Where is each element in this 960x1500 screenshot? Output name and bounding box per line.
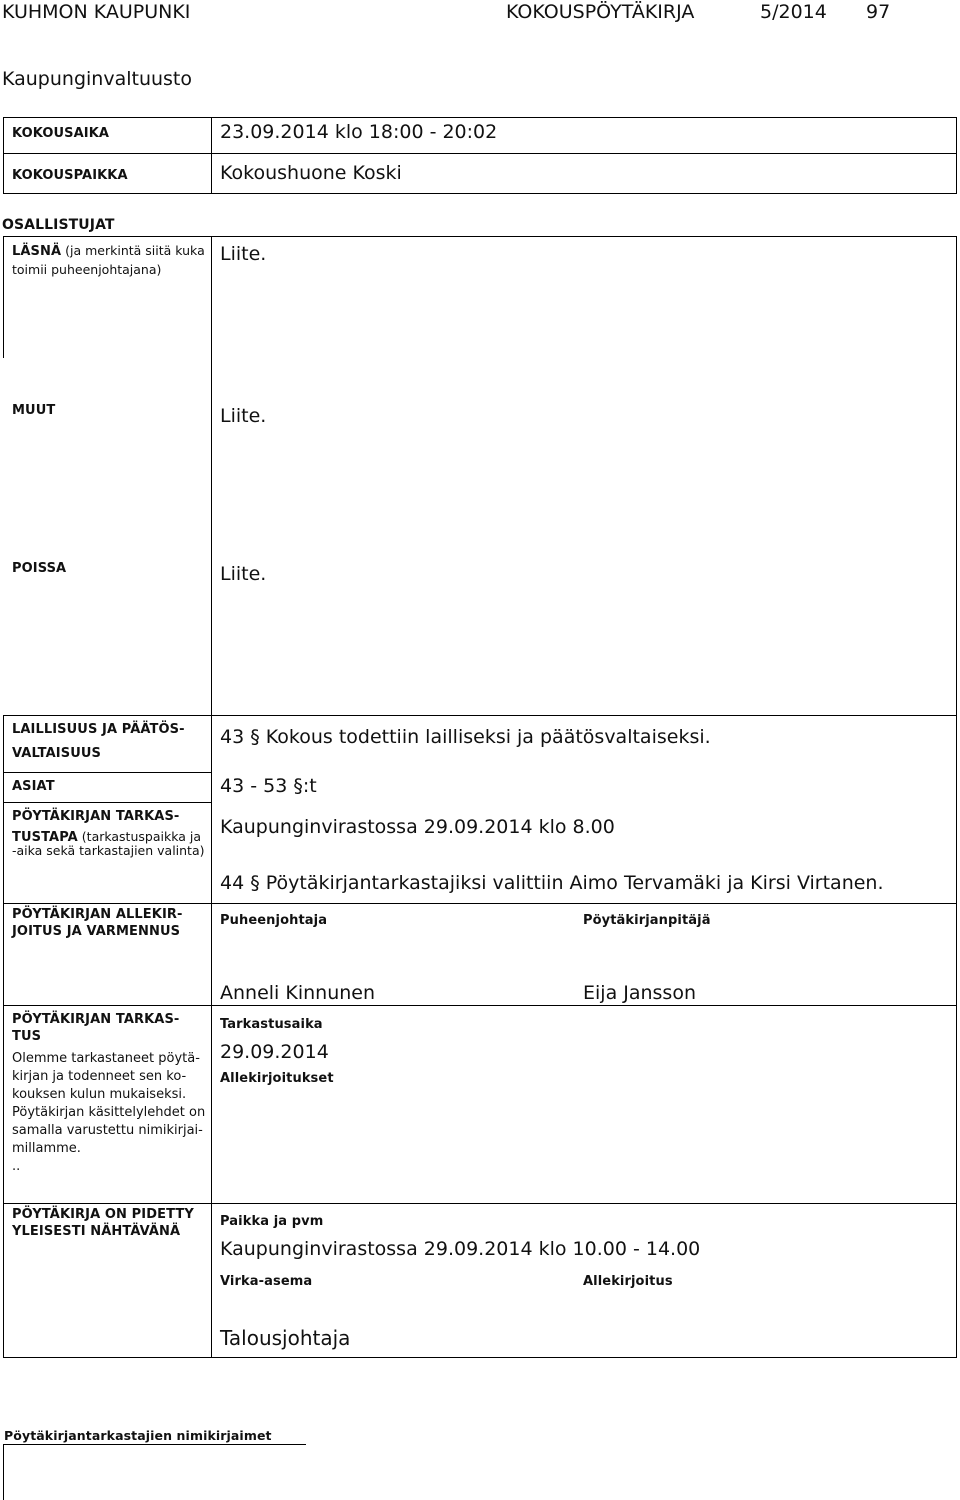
secretary-label: Pöytäkirjanpitäjä — [583, 913, 711, 928]
present-note-2: toimii puheenjohtajana) — [12, 262, 162, 277]
review-method-value-2: 44 § Pöytäkirjantarkastajiksi valittiin Aimo Tervamäki ja Kirsi Virtanen. — [220, 872, 884, 894]
review-text-line: millamme. — [12, 1141, 81, 1156]
initials-box-edge — [3, 1444, 4, 1500]
present-label-group — [12, 240, 205, 259]
items-value: 43 - 53 §:t — [220, 775, 317, 797]
review-text-line: kouksen kulun mukaiseksi. — [12, 1087, 187, 1102]
secretary-name: Eija Jansson — [583, 982, 696, 1004]
review-text-line: Pöytäkirjan käsittelylehdet on — [12, 1105, 206, 1120]
divider — [3, 153, 957, 154]
page-number: 97 — [866, 1, 891, 23]
review-text — [12, 1050, 208, 1176]
body-name: Kaupunginvaltuusto — [2, 68, 193, 90]
review-method-label-3: -aika sekä tarkastajien valinta) — [12, 843, 205, 858]
legality-value: 43 § Kokous todettiin lailliseksi ja päätösvaltaiseksi. — [220, 726, 711, 748]
signing-label-2: JOITUS JA VARMENNUS — [12, 924, 181, 939]
review-method-label-1: PÖYTÄKIRJAN TARKAS- — [12, 809, 180, 824]
divider — [3, 1357, 957, 1358]
divider — [3, 1203, 957, 1204]
divider — [3, 193, 957, 194]
meeting-place-value: Kokoushuone Koski — [220, 162, 402, 184]
review-signatures-label: Allekirjoitukset — [220, 1071, 334, 1086]
divider — [3, 1005, 957, 1006]
others-label: MUUT — [12, 403, 56, 418]
meeting-place-label: KOKOUSPAIKKA — [12, 168, 128, 183]
present-note: (ja merkintä siitä kuka — [61, 243, 205, 258]
divider — [3, 715, 957, 716]
issue-number: 5/2014 — [760, 1, 827, 23]
initials-line — [3, 1444, 306, 1445]
participants-title: OSALLISTUJAT — [2, 217, 115, 233]
divider — [3, 715, 4, 1358]
review-label-1: PÖYTÄKIRJAN TARKAS- — [12, 1012, 180, 1027]
review-method-label-rest: (tarkastuspaikka ja — [77, 829, 201, 844]
divider — [3, 236, 4, 358]
review-time-label: Tarkastusaika — [220, 1017, 323, 1032]
review-text-line: Olemme tarkastaneet pöytä- — [12, 1051, 200, 1066]
divider — [3, 802, 212, 803]
present-label: LÄSNÄ — [12, 244, 62, 259]
meeting-time-label: KOKOUSAIKA — [12, 126, 110, 141]
position-value: Talousjohtaja — [220, 1326, 351, 1350]
review-time-value: 29.09.2014 — [220, 1041, 329, 1063]
review-text-line: .. — [12, 1159, 21, 1174]
present-value: Liite. — [220, 243, 267, 265]
public-label-1: PÖYTÄKIRJA ON PIDETTY — [12, 1207, 194, 1222]
review-label-2: TUS — [12, 1029, 42, 1044]
public-place-label: Paikka ja pvm — [220, 1214, 324, 1229]
initials-label: Pöytäkirjantarkastajien nimikirjaimet — [4, 1428, 272, 1443]
review-text-line: kirjan ja todenneet sen ko- — [12, 1069, 187, 1084]
legality-label-2: VALTAISUUS — [12, 746, 101, 761]
org-name: KUHMON KAUPUNKI — [2, 1, 191, 23]
divider — [211, 236, 212, 1358]
divider — [3, 117, 4, 194]
divider — [3, 772, 212, 773]
legality-label-1: LAILLISUUS JA PÄÄTÖS- — [12, 722, 185, 737]
document-type: KOKOUSPÖYTÄKIRJA — [506, 1, 695, 23]
review-text-line: samalla varustettu nimikirjai- — [12, 1123, 203, 1138]
divider — [956, 236, 957, 1358]
items-label: ASIAT — [12, 779, 55, 794]
divider — [211, 117, 212, 194]
others-value: Liite. — [220, 405, 267, 427]
divider — [3, 903, 957, 904]
divider — [3, 117, 957, 118]
chair-label: Puheenjohtaja — [220, 913, 328, 928]
absent-label: POISSA — [12, 561, 67, 576]
review-method-value-1: Kaupunginvirastossa 29.09.2014 klo 8.00 — [220, 816, 615, 838]
absent-value: Liite. — [220, 563, 267, 585]
divider — [3, 236, 957, 237]
review-method-label-bold: TUSTAPA — [12, 830, 78, 845]
divider — [956, 117, 957, 194]
public-place-value: Kaupunginvirastossa 29.09.2014 klo 10.00 - 14.00 — [220, 1238, 701, 1260]
signature-label: Allekirjoitus — [583, 1274, 673, 1289]
meeting-time-value: 23.09.2014 klo 18:00 - 20:02 — [220, 121, 498, 143]
chair-name: Anneli Kinnunen — [220, 982, 376, 1004]
public-label-2: YLEISESTI NÄHTÄVÄNÄ — [12, 1224, 181, 1239]
position-label: Virka-asema — [220, 1274, 313, 1289]
signing-label-1: PÖYTÄKIRJAN ALLEKIR- — [12, 907, 183, 922]
